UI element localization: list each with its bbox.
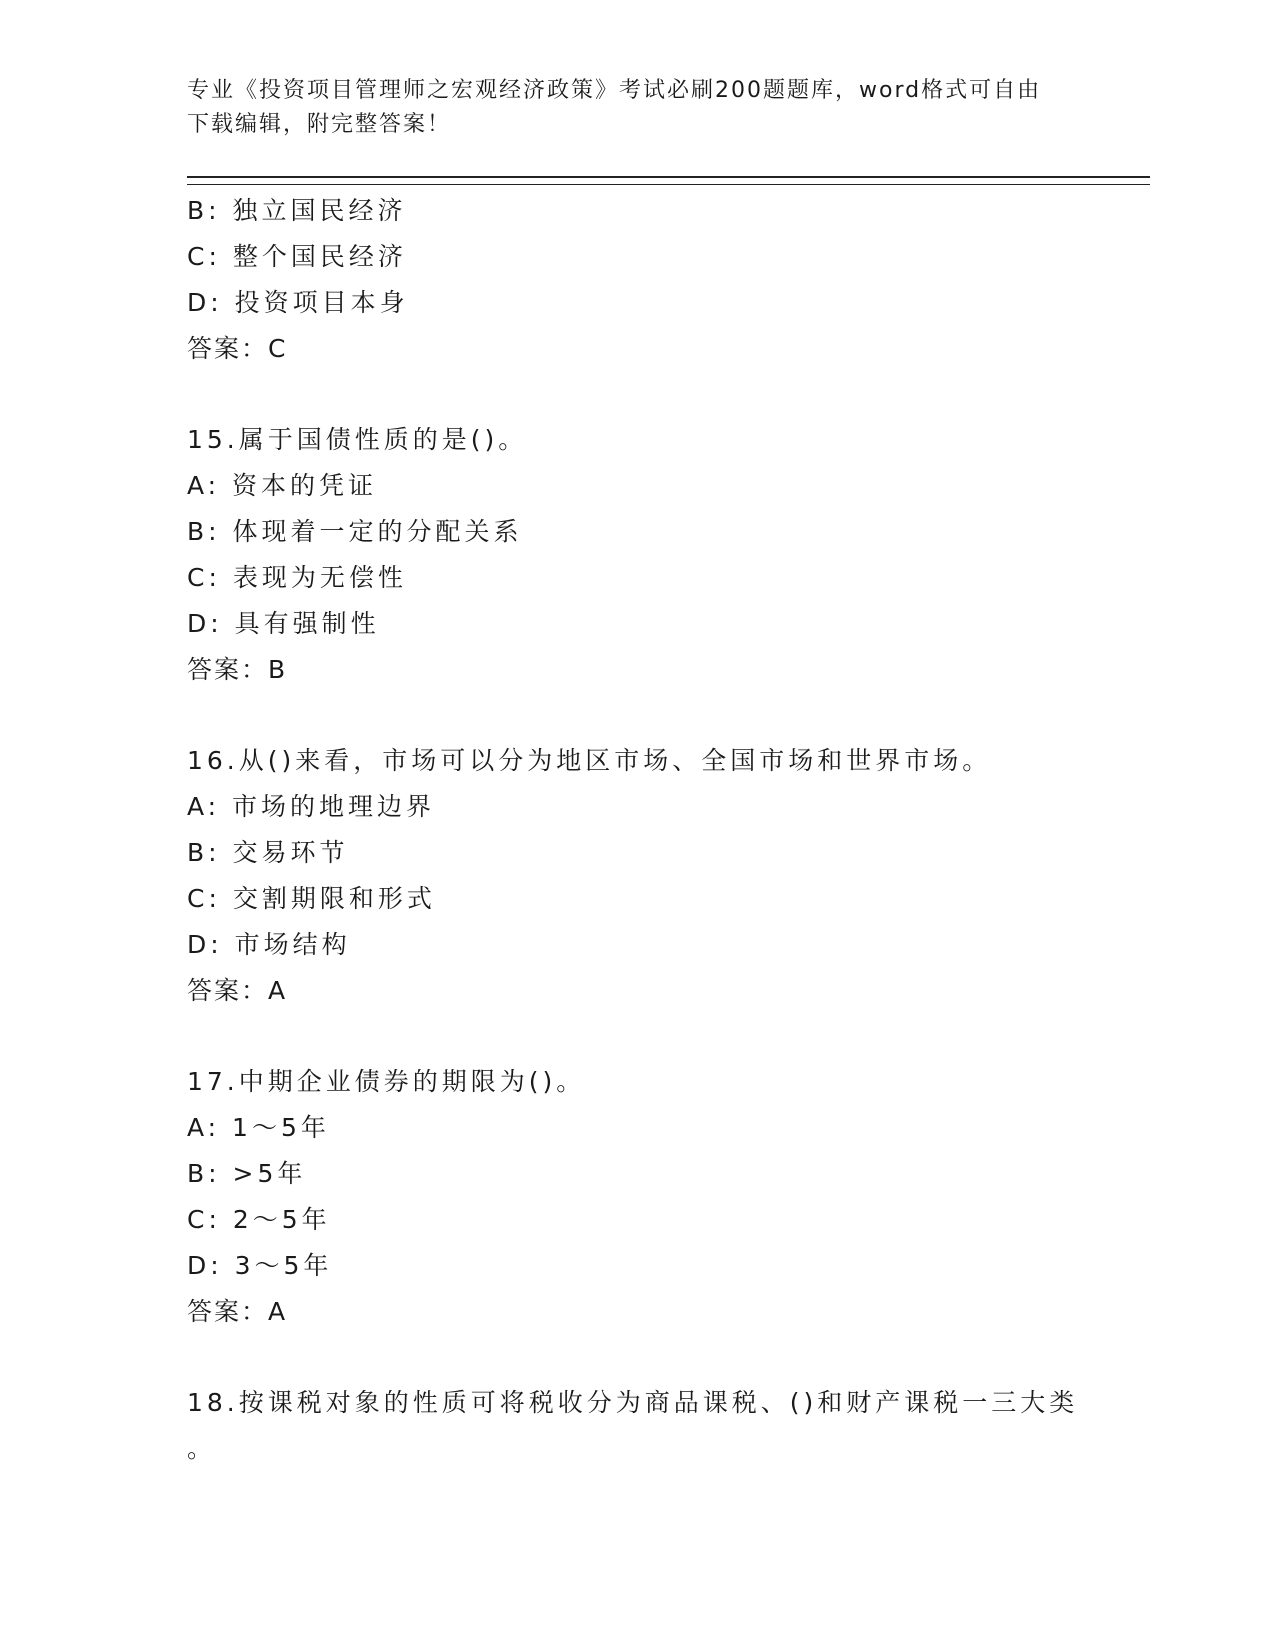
question-17	[187, 1059, 1087, 1335]
spacer	[187, 1335, 1087, 1380]
option-c: C: 表现为无偿性	[187, 563, 407, 592]
option-c: C: 交割期限和形式	[187, 884, 436, 913]
option-d: D: 投资项目本身	[187, 288, 409, 317]
answer-line: 答案：A	[187, 1297, 288, 1326]
option-b: B: 交易环节	[187, 838, 349, 867]
option-b: B: 体现着一定的分配关系	[187, 517, 523, 546]
question-18	[187, 1380, 1087, 1472]
page-header	[187, 74, 1067, 142]
question-title: 16.从()来看，市场可以分为地区市场、全国市场和世界市场。	[187, 746, 992, 775]
header-line-2: 下载编辑，附完整答案！	[187, 112, 452, 137]
header-line-1: 专业《投资项目管理师之宏观经济政策》考试必刷200题题库，word格式可自由	[187, 78, 1042, 103]
question-title-continuation: 。	[187, 1434, 217, 1463]
option-a: A: 市场的地理边界	[187, 792, 436, 821]
question-title: 15.属于国债性质的是()。	[187, 425, 528, 454]
option-a: A: 资本的凭证	[187, 471, 378, 500]
option-b: B: >5年	[187, 1159, 307, 1188]
spacer	[187, 372, 1087, 417]
question-title: 18.按课税对象的性质可将税收分为商品课税、()和财产课税一三大类	[187, 1388, 1079, 1417]
question-16	[187, 738, 1087, 1014]
option-a: A: 1～5年	[187, 1113, 330, 1142]
option-d: D: 市场结构	[187, 930, 351, 959]
option-c: C: 2～5年	[187, 1205, 331, 1234]
question-list	[187, 188, 1087, 1472]
answer-line: 答案：B	[187, 655, 288, 684]
option-d: D: 具有强制性	[187, 609, 380, 638]
option-b: B: 独立国民经济	[187, 196, 407, 225]
answer-line: 答案：C	[187, 334, 288, 363]
answer-line: 答案：A	[187, 976, 288, 1005]
header-divider	[187, 176, 1150, 185]
question-15	[187, 417, 1087, 693]
spacer	[187, 693, 1087, 738]
option-d: D: 3～5年	[187, 1251, 333, 1280]
option-c: C: 整个国民经济	[187, 242, 407, 271]
spacer	[187, 1014, 1087, 1059]
question-title: 17.中期企业债券的期限为()。	[187, 1067, 586, 1096]
